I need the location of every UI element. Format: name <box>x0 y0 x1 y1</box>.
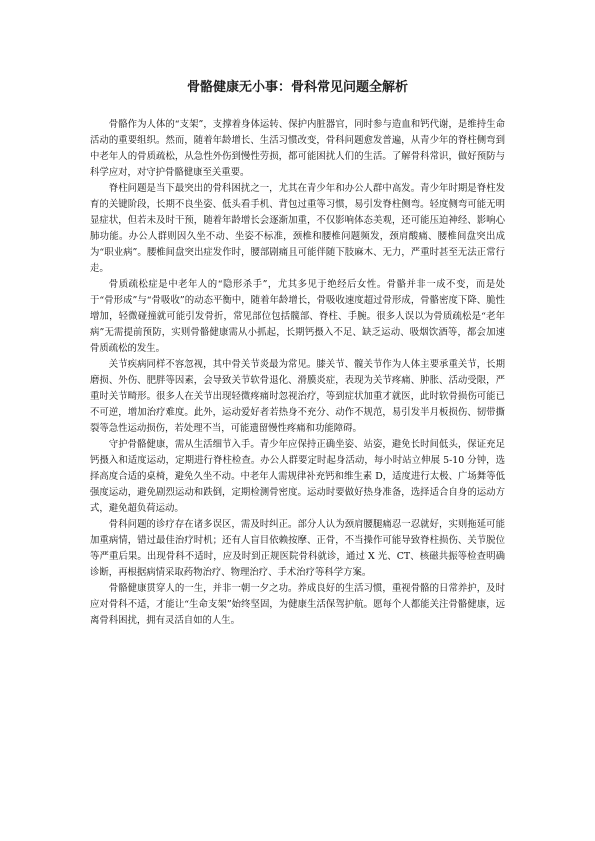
paragraph: 骨骼作为人体的“支架”，支撑着身体运转、保护内脏器官，同时参与造血和钙代谢，是维持生命活动的重要组织。然而，随着年龄增长、生活习惯改变，骨科问题愈发普遍，从青少年的脊柱侧弯到中老年人的骨质疏松，从急性外伤到慢性劳损，都可能困扰人们的生活。了解骨科常识，做好预防与科学应对，对守护骨骼健康至关重要。 <box>90 119 505 178</box>
document-title: 骨骼健康无小事：骨科常见问题全解析 <box>186 80 408 95</box>
document-body <box>90 117 505 629</box>
paragraph: 脊柱问题是当下最突出的骨科困扰之一，尤其在青少年和办公人群中高发。青少年时期是脊柱发育的关键阶段，长期不良坐姿、低头看手机、背包过重等习惯，易引发脊柱侧弯。轻度侧弯可能无明显症状，但若未及时干预，随着年龄增长会逐渐加重，不仅影响体态美观，还可能压迫神经、影响心肺功能。办公人群则因久坐不动、坐姿不标准，颈椎和腰椎问题频发，颈肩酸痛、腰椎间盘突出成为“职业病”。腰椎间盘突出症发作时，腰部剧痛且可能伴随下肢麻木、无力，严重时甚至无法正常行走。 <box>90 183 505 274</box>
paragraph: 守护骨骼健康，需从生活细节入手。青少年应保持正确坐姿、站姿，避免长时间低头，保证充足钙摄入和适度运动，定期进行脊柱检查。办公人群要定时起身活动，每小时站立伸展 5-10 分钟，选择高度合适的桌椅，避免久坐不动。中老年人需规律补充钙和维生素 D，适度进行太极、广场舞等低强度运动，避免剧烈运动和跌倒，定期检测骨密度。运动时要做好热身准备，选择适合自身的运动方式，避免超负荷运动。 <box>90 439 505 514</box>
paragraph: 骨科问题的诊疗存在诸多误区，需及时纠正。部分人认为颈肩腰腿痛忍一忍就好，实则拖延可能加重病情，错过最佳治疗时机；还有人盲目依赖按摩、正骨，不当操作可能导致脊柱损伤、关节脱位等严重后果。出现骨科不适时，应及时到正规医院骨科就诊，通过 X 光、CT、核磁共振等检查明确诊断，再根据病情采取药物治疗、物理治疗、手术治疗等科学方案。 <box>90 519 505 578</box>
paragraph: 骨骼健康贯穿人的一生，并非一朝一夕之功。养成良好的生活习惯，重视骨骼的日常养护，及时应对骨科不适，才能让“生命支架”始终坚固，为健康生活保驾护航。愿每个人都能关注骨骼健康，远离骨科困扰，拥有灵活自如的人生。 <box>90 583 505 626</box>
paragraph: 关节疾病同样不容忽视，其中骨关节炎最为常见。膝关节、髋关节作为人体主要承重关节，长期磨损、外伤、肥胖等因素，会导致关节软骨退化、滑膜炎症，表现为关节疼痛、肿胀、活动受限，严重时关节畸形。很多人在关节出现轻微疼痛时忽视治疗，等到症状加重才就医，此时软骨损伤可能已不可逆，增加治疗难度。此外，运动爱好者若热身不充分、动作不规范，易引发半月板损伤、韧带撕裂等急性运动损伤，若处理不当，可能遗留慢性疼痛和功能障碍。 <box>90 359 505 434</box>
paragraph: 骨质疏松症是中老年人的“隐形杀手”，尤其多见于绝经后女性。骨骼并非一成不变，而是处于“骨形成”与“骨吸收”的动态平衡中，随着年龄增长，骨吸收速度超过骨形成，骨骼密度下降、脆性增加，轻微碰撞就可能引发骨折，常见部位包括髋部、脊柱、手腕。很多人误以为骨质疏松是“老年病”无需提前预防，实则骨骼健康需从小抓起，长期钙摄入不足、缺乏运动、吸烟饮酒等，都会加速骨质疏松的发生。 <box>90 279 505 354</box>
